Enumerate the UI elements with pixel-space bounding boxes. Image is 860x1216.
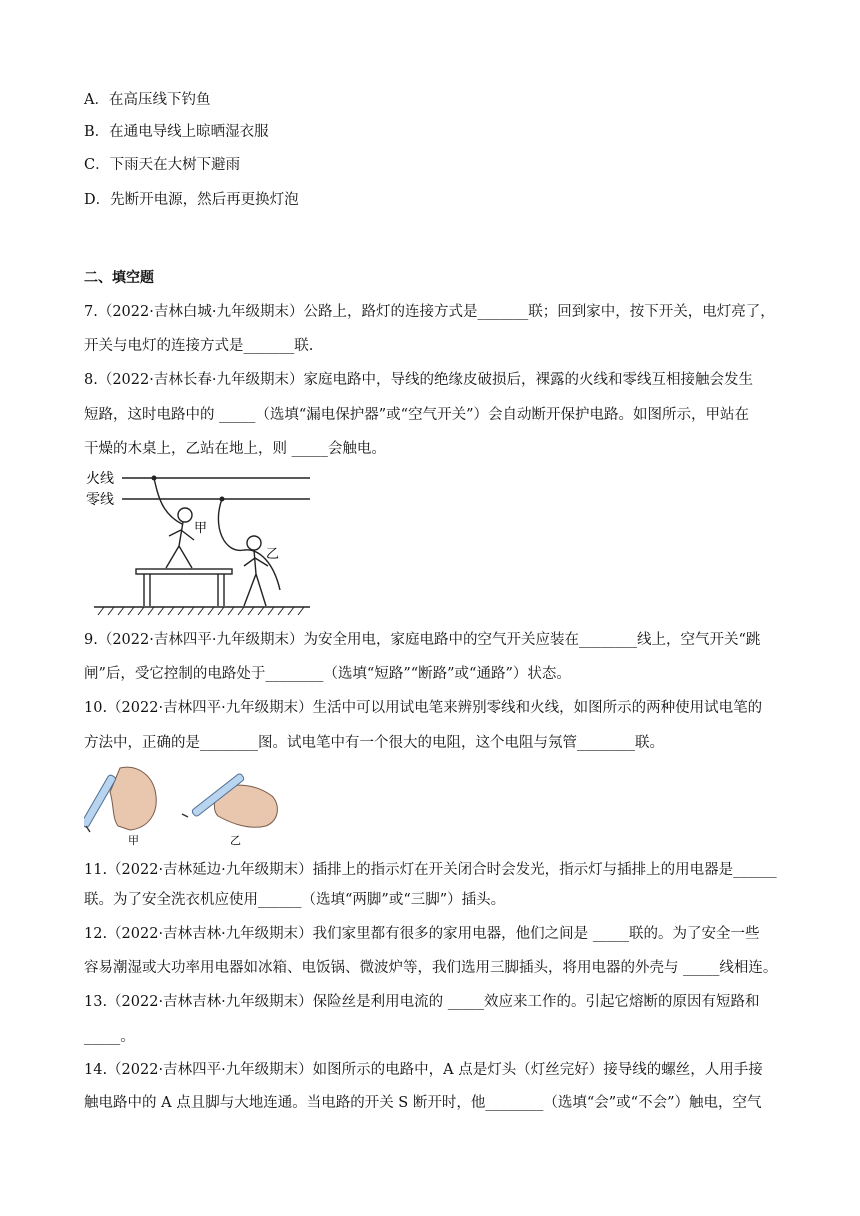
question-14-line-1: 14.（2022·吉林四平·九年级期末）如图所示的电路中，A 点是灯头（灯丝完好）接导线的螺丝，人用手接 (84, 1062, 763, 1078)
ground-hatching (98, 607, 304, 615)
section-title: 二、填空题 (84, 270, 154, 286)
neutral-wire-label: 零线 (86, 492, 114, 508)
question-12-line-1: 12.（2022·吉林吉林·九年级期末）我们家里都有很多的家用电器，他们之间是 _____联的。为了安全一些 (84, 926, 760, 942)
question-8-line-1: 8.（2022·吉林长春·九年级期末）家庭电路中，导线的绝缘皮破损后，裸露的火线和零线互相接触会发生 (84, 372, 753, 388)
live-wire-label: 火线 (86, 471, 114, 487)
wooden-table-top (136, 569, 232, 574)
question-13-line-2: _____。 (84, 1029, 135, 1045)
option-c: C．下雨天在大树下避雨 (84, 157, 241, 173)
option-d: D．先断开电源，然后再更换灯泡 (84, 192, 299, 208)
person-a-body (166, 522, 194, 568)
option-a: A．在高压线下钓鱼 (84, 92, 211, 108)
question-11-line-1: 11.（2022·吉林延边·九年级期末）插排上的指示灯在开关闭合时会发光，指示灯与插排上的用电器是______ (84, 862, 777, 878)
question-13-line-1: 13.（2022·吉林吉林·九年级期末）保险丝是利用电流的 _____效应来工作的。引起它熔断的原因有短路和 (84, 994, 760, 1010)
question-14-line-2: 触电路中的 A 点且脚与大地连通。当电路的开关 S 断开时，他________（选填“会”或“不会”）触电，空气 (84, 1095, 762, 1111)
person-b-head (247, 536, 261, 550)
figure-q8-electric-shock (84, 466, 314, 618)
question-9-line-1: 9.（2022·吉林四平·九年级期末）为安全用电，家庭电路中的空气开关应装在________线上，空气开关“跳 (84, 632, 761, 648)
question-8-line-2: 短路，这时电路中的 _____（选填“漏电保护器”或“空气开关”）会自动断开保护电路。如图所示，甲站在 (84, 407, 750, 423)
question-8-line-3: 干燥的木桌上，乙站在地上，则 _____会触电。 (84, 441, 386, 457)
question-9-line-2: 闸”后，受它控制的电路处于________（选填“短路”“断路”或“通路”）状态。 (84, 666, 571, 682)
person-b-label: 乙 (266, 547, 280, 562)
person-a-head (178, 508, 192, 522)
question-10-line-1: 10.（2022·吉林四平·九年级期末）生活中可以用试电笔来辨别零线和火线，如图所示的两种使用试电笔的 (84, 700, 763, 716)
person-a-label: 甲 (194, 521, 208, 536)
question-7-line-2: 开关与电灯的连接方式是_______联. (84, 338, 314, 354)
question-11-line-2: 联。为了安全洗衣机应使用______（选填“两脚”或“三脚”）插头。 (84, 892, 506, 908)
option-b: B．在通电导线上晾晒湿衣服 (84, 124, 269, 140)
question-12-line-2: 容易潮湿或大功率用电器如冰箱、电饭锅、微波炉等，我们选用三脚插头，将用电器的外壳与 _____线相连。 (84, 960, 778, 976)
figure-q10-test-pen (84, 762, 284, 850)
test-pen-b-tip (182, 814, 188, 817)
person-b-wire (218, 499, 280, 590)
figure10-label-b: 乙 (230, 834, 241, 847)
figure10-label-a: 甲 (128, 834, 139, 847)
question-7-line-1: 7.（2022·吉林白城·九年级期末）公路上，路灯的连接方式是_______联；回到家中，按下开关，电灯亮了， (84, 304, 775, 320)
hand-a (110, 767, 156, 830)
question-10-line-2: 方法中，正确的是________图。试电笔中有一个很大的电阻，这个电阻与氖管________联。 (84, 735, 664, 751)
